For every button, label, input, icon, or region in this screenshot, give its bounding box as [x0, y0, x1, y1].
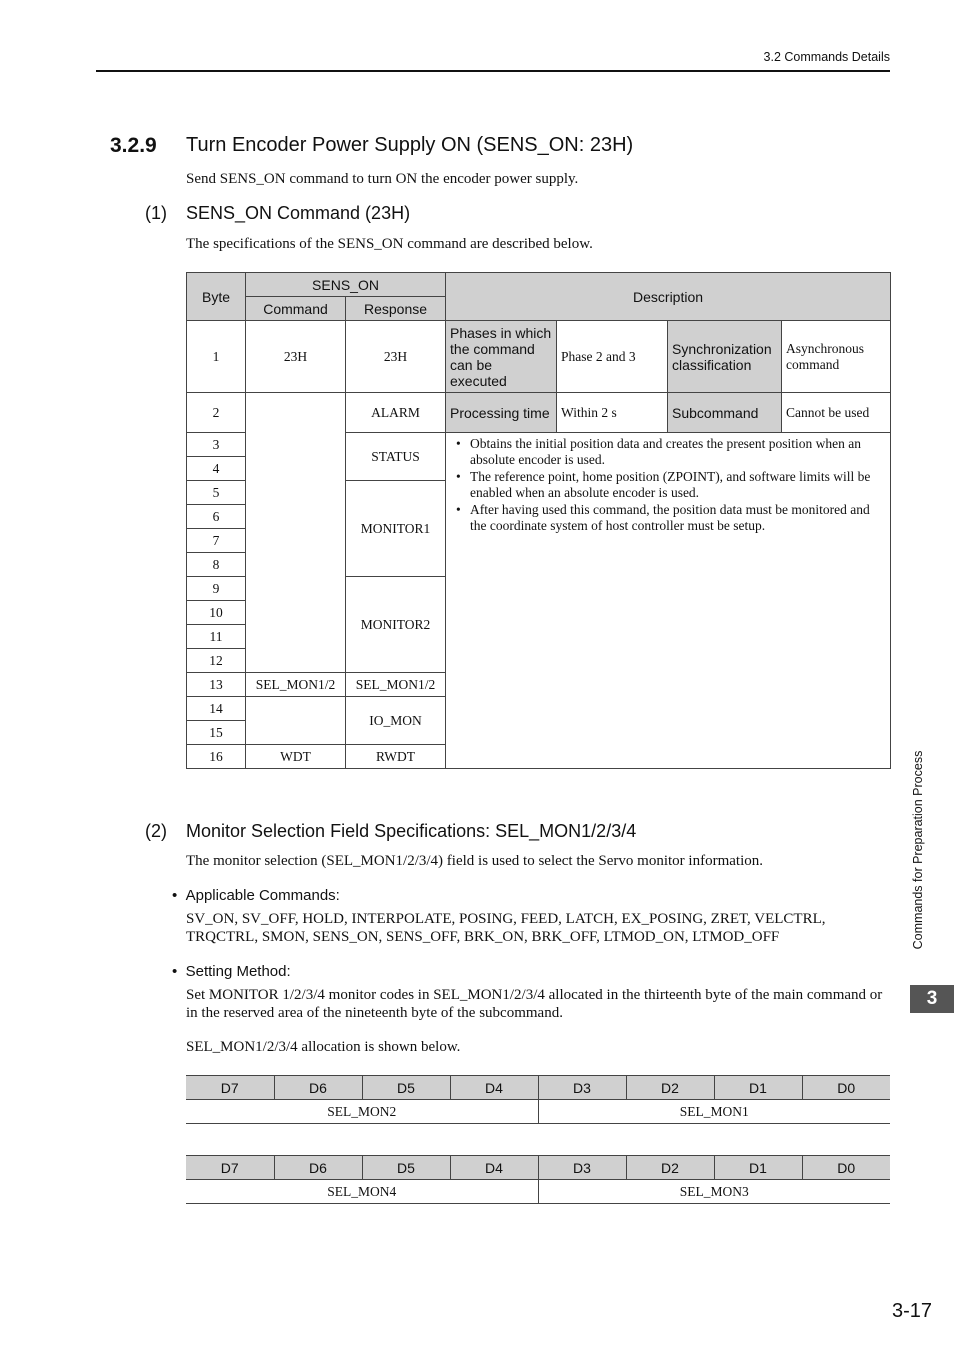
note-item: • After having used this command, the position data must be monitored and the coordinate system of host controller must be setup.	[464, 502, 884, 534]
bit-header: D4	[450, 1076, 538, 1100]
byte-cell: 10	[187, 601, 246, 625]
byte-cell: 4	[187, 457, 246, 481]
byte-cell: 16	[187, 745, 246, 769]
bit-header: D3	[538, 1156, 626, 1180]
chapter-tab: 3	[910, 985, 954, 1013]
subcommand-value: Cannot be used	[782, 393, 891, 433]
response-cell: STATUS	[346, 433, 446, 481]
response-cell: MONITOR2	[346, 577, 446, 673]
subsection-2-number: (2)	[145, 821, 167, 841]
sel-mon-3-4-allocation-table	[186, 1155, 890, 1204]
bit-header: D1	[714, 1156, 802, 1180]
byte-cell: 2	[187, 393, 246, 433]
sync-value: Asynchronous command	[782, 321, 891, 393]
chapter-side-label: Commands for Preparation Process	[911, 750, 925, 950]
page-number: 3-17	[891, 1300, 932, 1322]
setting-method-heading: • Setting Method:	[172, 963, 291, 980]
subsection-1-intro: The specifications of the SENS_ON command are described below.	[186, 236, 593, 252]
bit-header: D5	[362, 1156, 450, 1180]
response-cell: MONITOR1	[346, 481, 446, 577]
header-description: Description	[446, 273, 891, 321]
response-cell: SEL_MON1/2	[346, 673, 446, 697]
byte-cell: 1	[187, 321, 246, 393]
command-reserved-cell	[246, 697, 346, 745]
section-title: Turn Encoder Power Supply ON (SENS_ON: 23H)	[186, 134, 634, 156]
phases-label: Phases in which the command can be executed	[446, 321, 557, 393]
processing-time-label: Processing time	[446, 393, 557, 433]
command-cell: 23H	[246, 321, 346, 393]
phases-value: Phase 2 and 3	[557, 321, 668, 393]
bit-header: D6	[274, 1076, 362, 1100]
subcommand-label: Subcommand	[668, 393, 782, 433]
applicable-commands-heading: • Applicable Commands:	[172, 887, 340, 904]
bit-header: D5	[362, 1076, 450, 1100]
section-number: 3.2.9	[110, 134, 157, 157]
bit-header: D2	[626, 1076, 714, 1100]
description-notes	[446, 433, 891, 769]
field-low-nibble: SEL_MON1	[538, 1100, 890, 1124]
bit-header: D1	[714, 1076, 802, 1100]
field-high-nibble: SEL_MON2	[186, 1100, 538, 1124]
byte-cell: 7	[187, 529, 246, 553]
byte-cell: 14	[187, 697, 246, 721]
header-command: Command	[246, 297, 346, 321]
bit-header: D7	[186, 1156, 274, 1180]
byte-cell: 11	[187, 625, 246, 649]
note-item: • The reference point, home position (ZPOINT), and software limits will be enabled when an absolute encoder is used.	[464, 469, 884, 501]
bit-header: D7	[186, 1076, 274, 1100]
header-byte: Byte	[187, 273, 246, 321]
bit-header: D0	[802, 1076, 890, 1100]
subsection-1-number: (1)	[145, 203, 167, 223]
note-item: • Obtains the initial position data and creates the present position when an absolute encoder is used.	[464, 436, 884, 468]
header-rule	[96, 70, 890, 72]
command-cell: WDT	[246, 745, 346, 769]
bit-header: D3	[538, 1076, 626, 1100]
bit-header: D6	[274, 1156, 362, 1180]
subsection-2-intro: The monitor selection (SEL_MON1/2/3/4) field is used to select the Servo monitor information.	[186, 853, 763, 869]
sens-on-command-table	[186, 272, 891, 769]
sync-label: Synchronization classification	[668, 321, 782, 393]
response-cell: RWDT	[346, 745, 446, 769]
byte-cell: 12	[187, 649, 246, 673]
response-cell: 23H	[346, 321, 446, 393]
byte-cell: 5	[187, 481, 246, 505]
response-cell: ALARM	[346, 393, 446, 433]
command-reserved-cell	[246, 393, 346, 673]
sel-mon-1-2-allocation-table	[186, 1075, 890, 1124]
byte-cell: 13	[187, 673, 246, 697]
subsection-1-title: SENS_ON Command (23H)	[186, 203, 411, 223]
applicable-commands-list: SV_ON, SV_OFF, HOLD, INTERPOLATE, POSING, FEED, LATCH, EX_POSING, ZRET, VELCTRL, TRQCTRL, SMON, SENS_ON, SENS_OFF, BRK_ON, BRK_OFF, LTMOD_ON, LTMOD_OFF	[186, 911, 826, 945]
header-response: Response	[346, 297, 446, 321]
byte-cell: 6	[187, 505, 246, 529]
byte-cell: 9	[187, 577, 246, 601]
byte-cell: 3	[187, 433, 246, 457]
setting-method-label: Setting Method:	[185, 963, 291, 980]
applicable-commands-label: Applicable Commands:	[185, 887, 340, 904]
processing-time-value: Within 2 s	[557, 393, 668, 433]
running-header: 3.2 Commands Details	[763, 50, 890, 64]
response-cell: IO_MON	[346, 697, 446, 745]
allocation-intro: SEL_MON1/2/3/4 allocation is shown below.	[186, 1039, 461, 1055]
bit-header: D0	[802, 1156, 890, 1180]
bit-header: D2	[626, 1156, 714, 1180]
byte-cell: 15	[187, 721, 246, 745]
header-sens-on: SENS_ON	[246, 273, 446, 297]
setting-method-text: Set MONITOR 1/2/3/4 monitor codes in SEL_MON1/2/3/4 allocated in the thirteenth byte of the main command or in the reserved area of the nineteenth byte of the subcommand.	[186, 987, 883, 1021]
field-high-nibble: SEL_MON4	[186, 1180, 538, 1204]
byte-cell: 8	[187, 553, 246, 577]
subsection-2-title: Monitor Selection Field Specifications: SEL_MON1/2/3/4	[186, 821, 637, 841]
bit-header: D4	[450, 1156, 538, 1180]
field-low-nibble: SEL_MON3	[538, 1180, 890, 1204]
command-cell: SEL_MON1/2	[246, 673, 346, 697]
section-intro: Send SENS_ON command to turn ON the encoder power supply.	[186, 171, 579, 187]
